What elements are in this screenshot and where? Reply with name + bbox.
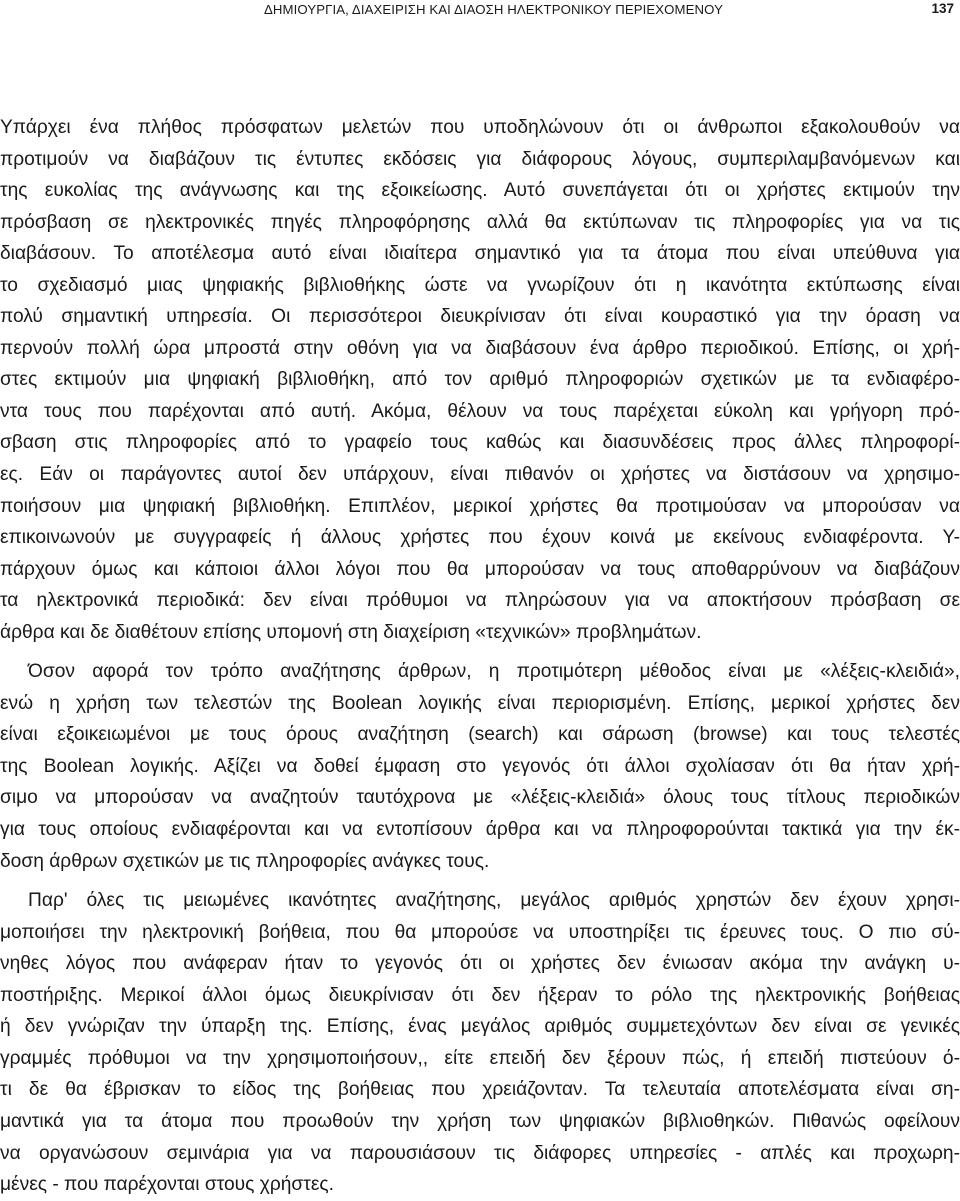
text-line: ή δεν γνώριζαν την ύπαρξη της. Επίσης, ένας μεγάλος αριθμός συμμετεχόντων δεν είναι σε γενικές [0,1016,960,1038]
text-line: στες εκτιμούν μια ψηφιακή βιβλιοθήκη, από τον αριθμό πληροφοριών σχετικών με τα ενδιαφέρο- [0,369,960,391]
running-header-title: ΔΗΜΙΟΥΡΓΙΑ, ΔΙΑΧΕΙΡΙΣΗ ΚΑΙ ΔΙΑΟΣΗ ΗΛΕΚΤΡΟΝΙΚΟΥ ΠΕΡΙΕΧΟΜΕΝΟΥ [264,2,723,17]
text-line: πάρχουν όμως και κάποιοι άλλοι λόγοι που θα μπορούσαν να τους αποθαρρύνουν να διαβάζουν [0,558,960,580]
text-line: το σχεδιασμό μιας ψηφιακής βιβλιοθήκης ώστε να γνωρίζουν ότι η ικανότητα εκτύπωσης είναι [0,274,960,296]
text-line: ποιήσουν μια ψηφιακή βιβλιοθήκη. Επιπλέον, μερικοί χρήστες θα προτιμούσαν να μπορούσαν να [0,495,960,517]
paragraph [0,885,960,1200]
text-line: σιμο να μπορούσαν να αναζητούν ταυτόχρονα με «λέξεις-κλειδιά» όλους τους τίτλους περιοδικών [0,787,960,809]
text-line: προτιμούν να διαβάζουν τις έντυπες εκδόσεις για διάφορους λόγους, συμπεριλαμβανόμενων και [0,148,960,170]
text-line: πολύ σημαντική υπηρεσία. Οι περισσότεροι διευκρίνισαν ότι είναι κουραστικό για την όραση να [0,306,960,328]
paragraph-gap [0,877,960,885]
text-line: μοποιήσει την ηλεκτρονική βοήθεια, που θα μπορούσε να υποστηρίξει τις έρευνες τους. Ο πιο σύ- [0,921,960,943]
text-line: της Boolean λογικής. Αξίζει να δοθεί έμφαση στο γεγονός ότι άλλοι σχολίασαν ότι θα ήταν χρή- [0,755,960,777]
text-line: Όσον αφορά τον τρόπο αναζήτησης άρθρων, η προτιμότερη μέθοδος είναι με «λέξεις-κλειδιά», [28,661,960,683]
text-line: ενώ η χρήση των τελεστών της Boolean λογικής είναι περιορισμένη. Επίσης, μερικοί χρήστες δεν [0,692,960,714]
text-line: είναι εξοικειωμένοι με τους όρους αναζήτηση (search) και σάρωση (browse) και τους τελεστές [0,724,960,746]
text-line: ποστήριξης. Μερικοί άλλοι όμως διευκρίνισαν ότι δεν ήξεραν το ρόλο της ηλεκτρονικής βοήθειας [0,984,960,1006]
text-line: ες. Εάν οι παράγοντες αυτοί δεν υπάρχουν, είναι πιθανόν οι χρήστες να διστάσουν να χρησιμο- [0,464,960,486]
text-line: ντα τους που παρέχονται από αυτή. Ακόμα, θέλουν να τους παρέχεται εύκολη και γρήγορη πρό- [0,400,960,422]
text-line: νηθες λόγος που ανάφεραν ήταν το γεγονός ότι οι χρήστες δεν ένιωσαν ακόμα την ανάγκη υ- [0,953,960,975]
text-line: σβαση στις πληροφορίες από το γραφείο τους καθώς και διασυνδέσεις προς άλλες πληροφορί- [0,432,960,454]
text-line: μένες - που παρέχονται στους χρήστες. [0,1174,334,1196]
paragraph [0,112,960,648]
text-line: μαντικά για τα άτομα που προωθούν την χρήση των ψηφιακών βιβλιοθηκών. Πιθανώς οφείλουν [0,1110,960,1132]
text-line: δοση άρθρων σχετικών με τις πληροφορίες ανάγκες τους. [0,850,490,872]
text-line: να οργανώσουν σεμινάρια για να παρουσιάσουν τις διάφορες υπηρεσίες - απλές και προχωρη- [0,1142,960,1164]
text-line: για τους οποίους ενδιαφέρονται και να εντοπίσουν άρθρα και να πληροφορούνται τακτικά για την έκ- [0,819,960,841]
text-line: τι δε θα έβρισκαν το είδος της βοήθειας που χρειάζονταν. Τα τελευταία αποτελέσματα είναι ση- [0,1079,960,1101]
paragraph [0,656,960,877]
text-line: περνούν πολλή ώρα μπροστά στην οθόνη για να διαβάσουν ένα άρθρο περιοδικού. Επίσης, οι χρή- [0,337,960,359]
paragraph-gap [0,648,960,656]
text-line: διαβάσουν. Το αποτέλεσμα αυτό είναι ιδιαίτερα σημαντικό για τα άτομα που είναι υπεύθυνα για [0,243,960,265]
text-line: Παρ' όλες τις μειωμένες ικανότητες αναζήτησης, μεγάλος αριθμός χρηστών δεν έχουν χρησι- [28,890,960,912]
text-line: γραμμές πρόθυμοι να την χρησιμοποιήσουν,, είτε επειδή δεν ξέρουν πώς, ή επειδή πιστεύουν ό- [0,1047,960,1069]
page-number: 137 [931,1,954,16]
text-line: τα ηλεκτρονικά περιοδικά: δεν είναι πρόθυμοι να πληρώσουν για να αποκτήσουν πρόσβαση σε [0,590,960,612]
running-header [0,0,960,22]
text-line: της ευκολίας της ανάγνωσης και της εξοικείωσης. Αυτό συνεπάγεται ότι οι χρήστες εκτιμούν την [0,180,960,202]
text-line: πρόσβαση σε ηλεκτρονικές πηγές πληροφόρησης αλλά θα εκτύπωναν τις πληροφορίες για να τις [0,211,960,233]
text-line: άρθρα και δε διαθέτουν επίσης υπομονή στη διαχείριση «τεχνικών» προβλημάτων. [0,621,702,643]
text-line: Υπάρχει ένα πλήθος πρόσφατων μελετών που υποδηλώνουν ότι οι άνθρωποι εξακολουθούν να [0,117,960,138]
text-line: επικοινωνούν με συγγραφείς ή άλλους χρήστες που έχουν κοινά με εκείνους ενδιαφέροντα. Υ- [0,527,960,549]
body-text [0,112,960,1201]
